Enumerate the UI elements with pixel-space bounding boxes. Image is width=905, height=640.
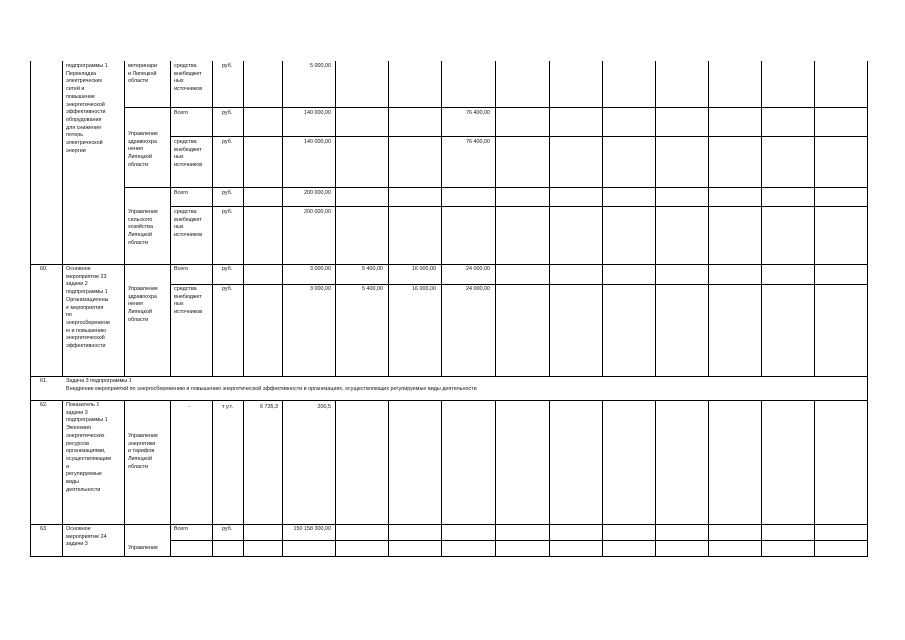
funding-source-total: Всего [174,190,189,196]
grid-line [62,61,63,376]
task-title: Задача 3 подпрограммы 1 [66,378,132,384]
unit-label: руб. [222,286,233,292]
amount-cell: 200,5 [317,404,331,410]
grid-line [30,61,31,557]
grid-line [30,400,867,401]
executor-label: Управление здравоохра нения Липецкой области [128,286,158,323]
funding-source-total: Всего [174,526,189,532]
funding-source: средства внебюджет ных источников [174,63,203,93]
amount-cell: 16 000,00 [412,266,436,272]
measure-name: подпрограммы 1 Перекладка электрических сетей и повышение энергетической эффективности оборудования для снижения потерь электрической энергии [66,63,108,154]
unit-label: руб. [222,110,233,116]
grid-line [170,400,171,557]
grid-line [212,61,213,376]
grid-line [170,136,867,137]
grid-line [243,400,244,557]
grid-line [124,187,867,188]
grid-line [708,61,709,376]
amount-cell: 5 400,00 [362,286,383,292]
grid-line [335,61,336,376]
amount-cell: 16 000,00 [412,286,436,292]
amount-cell: 5 400,00 [362,266,383,272]
grid-line [124,107,867,108]
amount-cell: 5 000,00 [310,63,331,69]
funding-source: средства внебюджет ных источников [174,286,203,316]
base-value: 6 735,3 [260,404,278,410]
grid-line [124,61,125,376]
grid-line [388,400,389,557]
grid-line [761,400,762,557]
grid-line [549,61,550,376]
grid-line [761,61,762,376]
grid-line [708,400,709,557]
grid-line [30,556,867,557]
executor-label: Управление здравоохра нения Липецкой области [128,131,158,168]
grid-line [282,61,283,376]
grid-line [655,400,656,557]
funding-source-total: Всего [174,110,189,116]
row-number: 63. [40,526,48,532]
grid-line [170,61,171,376]
grid-line [30,376,867,377]
amount-cell: 200 000,00 [304,190,331,196]
amount-cell: 76 400,00 [466,110,490,116]
grid-line [549,400,550,557]
amount-cell: 76 400,00 [466,139,490,145]
grid-line [441,400,442,557]
grid-line [814,400,815,557]
unit-label: руб. [222,190,233,196]
funding-source: средства внебюджет ных источников [174,209,203,239]
amount-cell: 3 000,00 [310,286,331,292]
grid-line [867,61,868,557]
indicator-name: Показатель 1 задачи 3 подпрограммы 1 Экономия энергетических ресурсов организациями, осуществляющим и регулируемые виды деятельности [66,402,111,493]
grid-line [30,264,867,265]
grid-line [170,540,867,541]
row-number: 62. [40,402,48,408]
measure-name: Основное мероприятие 24 задачи 3 [66,526,107,548]
unit-label: руб. [222,139,233,145]
unit-label: руб. [222,266,233,272]
executor-label: Управление энергетики и тарифов Липецкой области [128,433,158,470]
grid-line [243,61,244,376]
row-number: 60. [40,266,48,272]
grid-line [170,284,867,285]
row-number: 61. [40,378,48,384]
grid-line [441,61,442,376]
amount-cell: 200 000,00 [304,209,331,215]
unit-label: руб. [222,526,233,532]
unit-label: руб. [222,209,233,215]
grid-line [388,61,389,376]
grid-line [30,524,867,525]
grid-line [495,400,496,557]
grid-line [602,61,603,376]
grid-line [170,206,867,207]
executor-label: Управление [128,545,158,551]
unit-label: руб. [222,63,233,69]
grid-line [335,400,336,557]
amount-cell: 24 000,00 [466,266,490,272]
executor-label: ветеринари и Липецкой области [128,63,158,85]
grid-line [62,400,63,557]
grid-line [212,400,213,557]
amount-cell: 140 000,00 [304,139,331,145]
funding-source-total: Всего [174,266,189,272]
unit-label: т у.т. [222,404,233,410]
grid-line [124,400,125,557]
grid-line [602,400,603,557]
executor-label: Управление сельского хозяйства Липецкой области [128,209,158,246]
measure-name: Основное мероприятие 23 задачи 2 подпрограммы 1 Организационны е мероприятия по энергосбережени ю и повышению энергетической эффективности [66,266,110,350]
grid-line [814,61,815,376]
amount-cell: 3 000,00 [310,266,331,272]
amount-cell: 140 000,00 [304,110,331,116]
task-description: Внедрение мероприятий по энергосбережению и повышению энергетической эффективности в организациях, осуществляющих регулируемые виды деятельности [66,386,477,392]
funding-source: средства внебюджет ных источников [174,139,203,169]
grid-line [495,61,496,376]
grid-line [655,61,656,376]
amount-cell: 24 000,00 [466,286,490,292]
amount-cell: 150 158 300,00 [293,526,331,532]
funding-source: - [188,404,190,410]
